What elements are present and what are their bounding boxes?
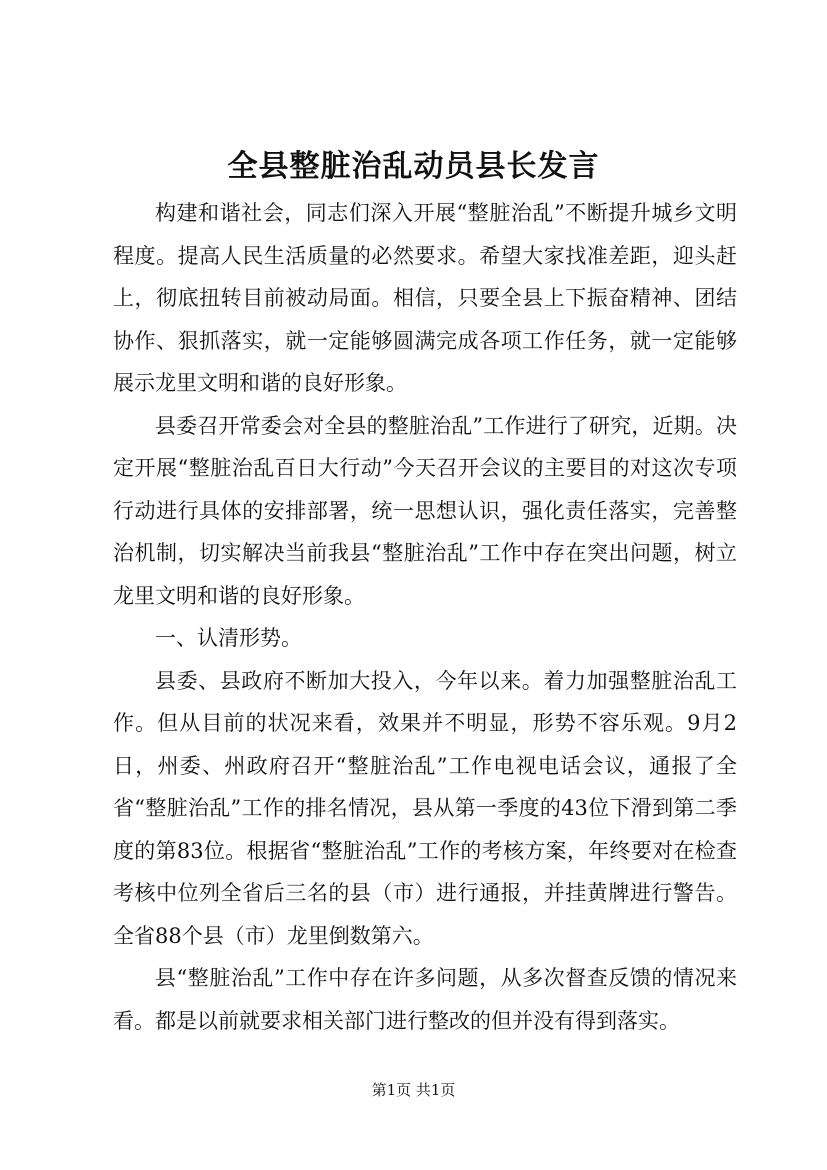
paragraph-3: 县委、县政府不断加大投入，今年以来。着力加强整脏治乱工作。但从目前的状况来看，效果并不明显，形势不容乐观。9月2日，州委、州政府召开“整脏治乱”工作电视电话会议，通报了全省“整脏治乱”工作的排名情况，县从第一季度的43位下滑到第二季度的第83位。根据省“整脏治乱”工作的考核方案，年终要对在检查考核中位列全省后三名的县（市）进行通报，并挂黄牌进行警告。全省88个县（市）龙里倒数第六。 [113,668,737,948]
paragraph-4: 县“整脏治乱”工作中存在许多问题，从多次督查反馈的情况来看。都是以前就要求相关部门进行整改的但并没有得到落实。 [113,966,737,1033]
paragraph-1: 构建和谐社会，同志们深入开展“整脏治乱”不断提升城乡文明程度。提高人民生活质量的必然要求。希望大家找准差距，迎头赶上，彻底扭转目前被动局面。相信，只要全县上下振奋精神、团结协作、狠抓落实，就一定能够圆满完成各项工作任务，就一定能够展示龙里文明和谐的良好形象。 [113,201,737,395]
page-number-footer: 第1页 共1页 [371,1081,456,1099]
section-heading: 一、认清形势。 [155,626,302,650]
document-title: 全县整脏治乱动员县长发言 [227,149,600,184]
document-body [113,192,737,1042]
paragraph-2: 县委召开常委会对全县的整脏治乱”工作进行了研究，近期。决定开展“整脏治乱百日大行动”今天召开会议的主要目的对这次专项行动进行具体的安排部署，统一思想认识，强化责任落实，完善整治机制，切实解决当前我县“整脏治乱”工作中存在突出问题，树立龙里文明和谐的良好形象。 [113,413,737,608]
